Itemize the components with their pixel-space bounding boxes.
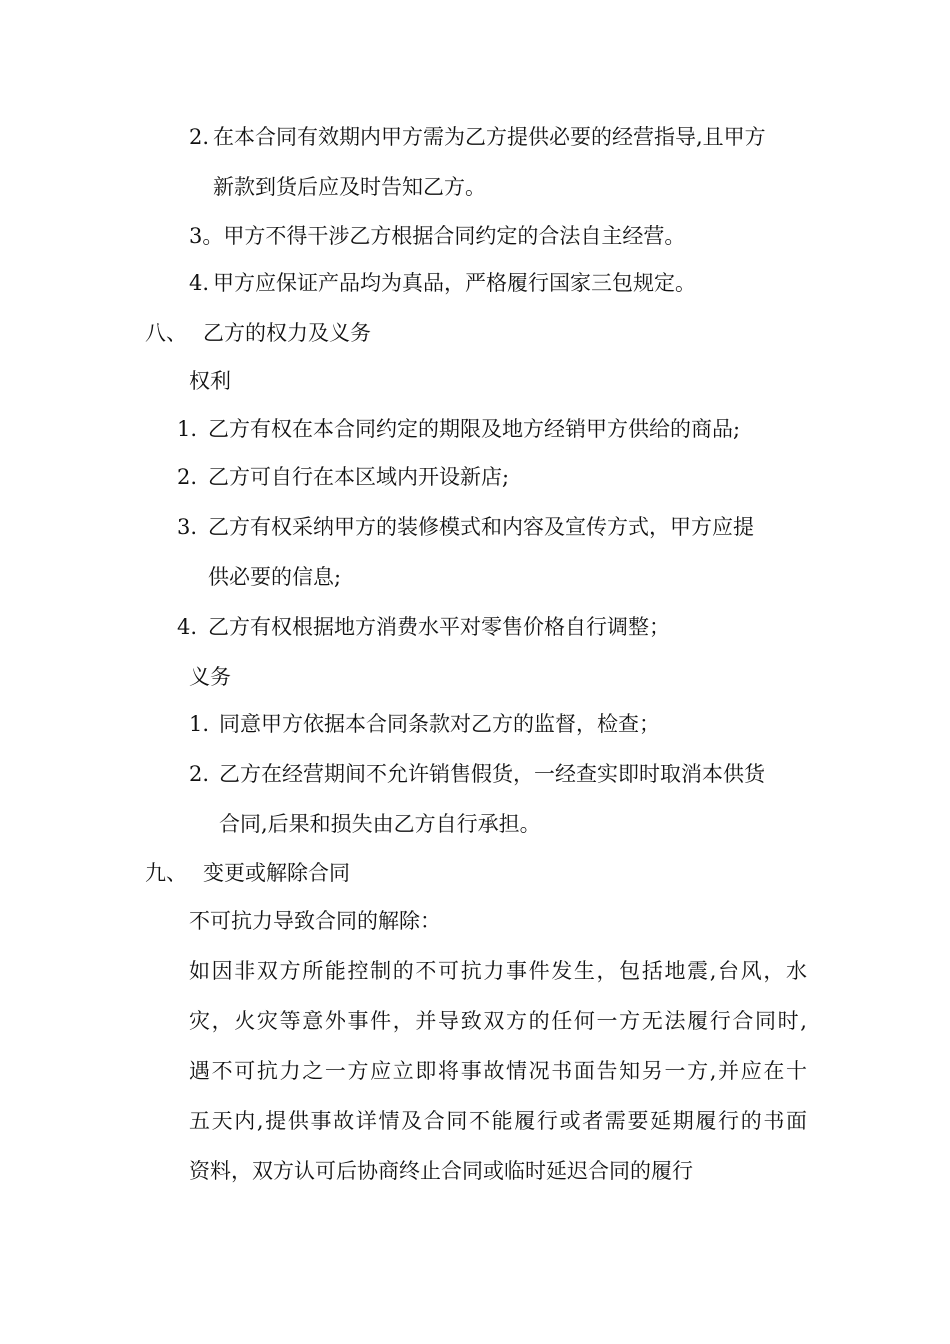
rights-subheading: 权利: [189, 369, 231, 393]
section-8-heading: [145, 323, 371, 344]
list-text: 乙方在经营期间不允许销售假货，一经查实即时取消本供货: [219, 762, 765, 786]
duties-item-2: [189, 764, 765, 785]
section-9-heading: [145, 863, 350, 884]
force-majeure-heading: 不可抗力导致合同的解除：: [189, 909, 441, 933]
duties-item-1: [189, 714, 660, 735]
list-text: 在本合同有效期内甲方需为乙方提供必要的经营指导,且甲方: [213, 125, 766, 149]
paragraph-line: 五天内,提供事故详情及合同不能履行或者需要延期履行的书面: [189, 1109, 807, 1133]
list-text: 甲方应保证产品均为真品，严格履行国家三包规定。: [213, 271, 696, 295]
list-number: 4.: [177, 615, 198, 639]
rights-item-1: [177, 419, 740, 440]
list-number: 4.: [189, 271, 210, 295]
section-number: 八、: [145, 321, 187, 345]
list-text: 乙方有权在本合同约定的期限及地方经销甲方供给的商品;: [208, 417, 741, 441]
list-number: 1.: [189, 712, 210, 736]
list-number: 2.: [177, 465, 198, 489]
paragraph-line: 如因非双方所能控制的不可抗力事件发生，包括地震,台风，水: [189, 959, 807, 983]
section-number: 九、: [145, 861, 187, 885]
paragraph-line: 灾，火灾等意外事件，并导致双方的任何一方无法履行合同时,: [189, 1009, 807, 1033]
duties-subheading: 义务: [189, 665, 231, 689]
list-number: 2.: [189, 762, 210, 786]
list-text: 乙方有权采纳甲方的装修模式和内容及宣传方式，甲方应提: [208, 515, 754, 539]
rights-item-3-continuation: 供必要的信息;: [208, 565, 342, 589]
rights-item-2: [177, 467, 509, 488]
clause-3-line: 3。甲方不得干涉乙方根据合同约定的合法自主经营。: [189, 224, 686, 248]
list-text: 同意甲方依据本合同条款对乙方的监督，检查；: [219, 712, 660, 736]
list-number: 3.: [177, 515, 198, 539]
section-title: 乙方的权力及义务: [203, 321, 371, 345]
clause-2-line: [189, 127, 766, 148]
rights-item-3: [177, 517, 754, 538]
section-title: 变更或解除合同: [203, 861, 350, 885]
list-number: 2.: [189, 125, 210, 149]
list-text: 乙方有权根据地方消费水平对零售价格自行调整；: [208, 615, 670, 639]
clause-4-line: [189, 273, 696, 294]
rights-item-4: [177, 617, 670, 638]
duties-item-2-continuation: 合同,后果和损失由乙方自行承担。: [219, 812, 541, 836]
clause-2-continuation: 新款到货后应及时告知乙方。: [213, 175, 486, 199]
paragraph-line: 遇不可抗力之一方应立即将事故情况书面告知另一方,并应在十: [189, 1059, 807, 1083]
paragraph-line: 资料，双方认可后协商终止合同或临时延迟合同的履行: [189, 1159, 693, 1183]
list-text: 乙方可自行在本区域内开设新店;: [208, 465, 510, 489]
list-number: 1.: [177, 417, 198, 441]
